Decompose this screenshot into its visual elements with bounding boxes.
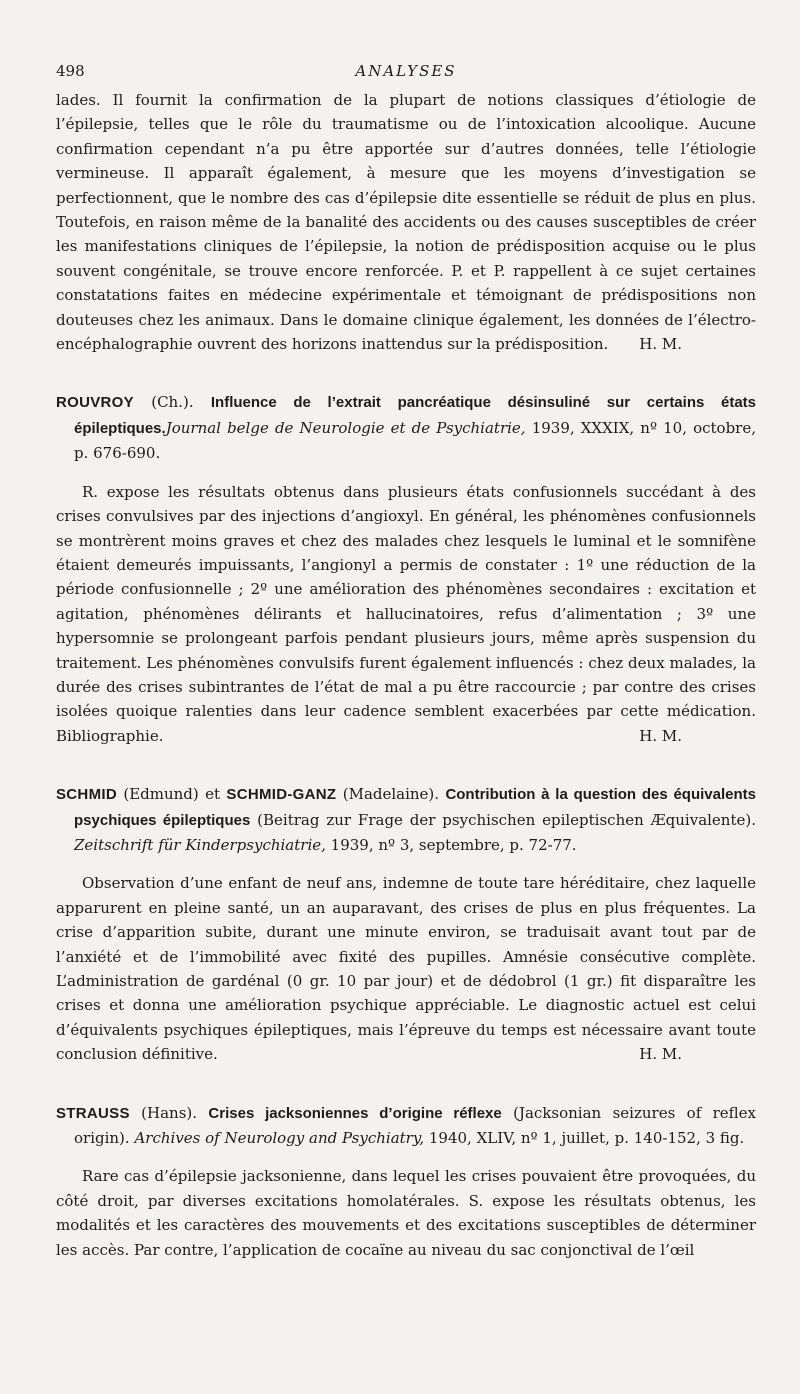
article-title: Crises jacksoniennes d’origine réflexe [208,1104,502,1122]
reviewer-signature: H. M. [639,335,682,354]
second-author-surname: SCHMID-GANZ [226,786,337,804]
running-head [56,58,756,88]
journal-name: Journal belge de Neurologie et de Psychiatrie, [165,418,526,437]
citation-details: 1940, XLIV, nº 1, juillet, p. 140-152, 3 fig. [424,1129,745,1148]
second-author-given-name: (Madelaine). [336,785,446,804]
bibliographic-reference [56,782,756,857]
bibliographic-reference [56,1101,756,1151]
bibliographic-reference [56,390,756,465]
abstract-body: Observation d’une enfant de neuf ans, indemne de toute tare héréditaire, chez laquelle apparurent en pleine santé, un an auparavant, des crises de plus en plus fréquentes. La crise d’apparition subite, durant une minute environ, se traduisait avant tout par de l’anxiété et de l’immobilité avec fixité des pupilles. Amnésie consécutive complète. L’administration de gardénal (0 gr. 10 par jour) et de dédobrol (1 gr.) fit disparaître les crises et donna une amélioration psychique appréciable. Le diagnostic actuel est celui d’équivalents psychiques épileptiques, mais l’épreuve du temps est nécessaire avant toute conclusion définitive. H. M. [56,871,756,1066]
abstract-entry-strauss [56,1101,756,1262]
author-surname: ROUVROY [56,394,134,412]
abstract-entry-schmid [56,782,756,1066]
article-title-translation: (Jacksonian seizures of reflex origin). [74,1103,757,1148]
article-title: Influence de l’extrait pancréatique désinsuliné sur certains états épileptiques. [74,394,757,437]
author-given-name: (Ch.). [133,393,211,412]
author-surname: SCHMID [56,786,117,804]
article-title-translation: (Beitrag zur Frage der psychischen epileptischen Æquivalente). [250,810,756,829]
page [56,58,756,1262]
author-given-name: (Edmund) et [116,785,227,804]
continuation-paragraph [56,88,756,356]
journal-name: Zeitschrift für Kinderpsychiatrie, [74,835,326,854]
citation-details: 1939, nº 3, septembre, p. 72-77. [325,835,577,854]
running-title: ANALYSES [355,62,457,80]
citation-details: 1939, XXXIX, nº 10, octobre, p. 676-690. [74,418,756,463]
continuation-text: lades. Il fournit la confirmation de la plupart de notions classiques d’étiologie de l’épilepsie, telles que le rôle du traumatisme ou de l’intoxication alcoolique. Aucune confirmation cependant n’a pu être apportée sur d’autres données, telle l’étiologie vermineuse. Il apparaît également, à mesure que les moyens d’investigation se perfectionnent, que le nombre des cas d’épilepsie dite essentielle se réduit de plus en plus. Toutefois, en raison même de la banalité des accidents ou des causes susceptibles de créer les manifestations cliniques de l’épilepsie, la notion de prédisposition acquise ou le plus souvent congénitale, se trouve encore renforcée. P. et P. rappellent à ce sujet certaines constatations faites en médecine expérimentale et témoignant de prédispositions non douteuses chez les animaux. Dans le domaine clinique également, les données de l’électro-encéphalographie ouvrent des horizons inattendus sur la prédisposition. H. M. [56,88,756,356]
page-number: 498 [56,62,85,80]
abstract-body: Rare cas d’épilepsie jacksonienne, dans lequel les crises pouvaient être provoquées, du côté droit, par diverses excitations homolatérales. S. expose les résultats obtenus, les modalités et les caractères des mouvements et des excitations susceptibles de déterminer les accès. Par contre, l’application de cocaïne au niveau du sac conjonctival de l’œil [56,1167,756,1259]
abstract-entry-rouvroy [56,390,756,748]
author-given-name: (Hans). [129,1103,209,1122]
author-surname: STRAUSS [56,1104,130,1122]
reviewer-signature: H. M. [639,1045,682,1064]
article-title: Contribution à la question des équivalents psychiques épileptiques [74,786,756,829]
reviewer-signature: H. M. [639,726,682,745]
abstract-body: R. expose les résultats obtenus dans plusieurs états confusionnels succédant à des crises convulsives par des injections d’angioxyl. En général, les phénomènes confusionnels se montrèrent moins graves et chez des malades chez lesquels le luminal et le somnifène étaient demeurés impuissants, l’angionyl a permis de constater : 1º une réduction de la période confusionnelle ; 2º une amélioration des phénomènes secondaires : excitation et agitation, phénomènes délirants et hallucinatoires, refus d’alimentation ; 3º une hypersomnie se prolongeant parfois pendant plusieurs jours, même après suspension du traitement. Les phénomènes convulsifs furent également influencés : chez deux malades, la durée des crises subintrantes de l’état de mal a pu être raccourcie ; par contre des crises isolées quoique ralenties dans leur cadence semblent exacerbées par cette médication. Bibliographie. H. M. [56,480,756,748]
journal-name: Archives of Neurology and Psychiatry, [134,1129,425,1148]
